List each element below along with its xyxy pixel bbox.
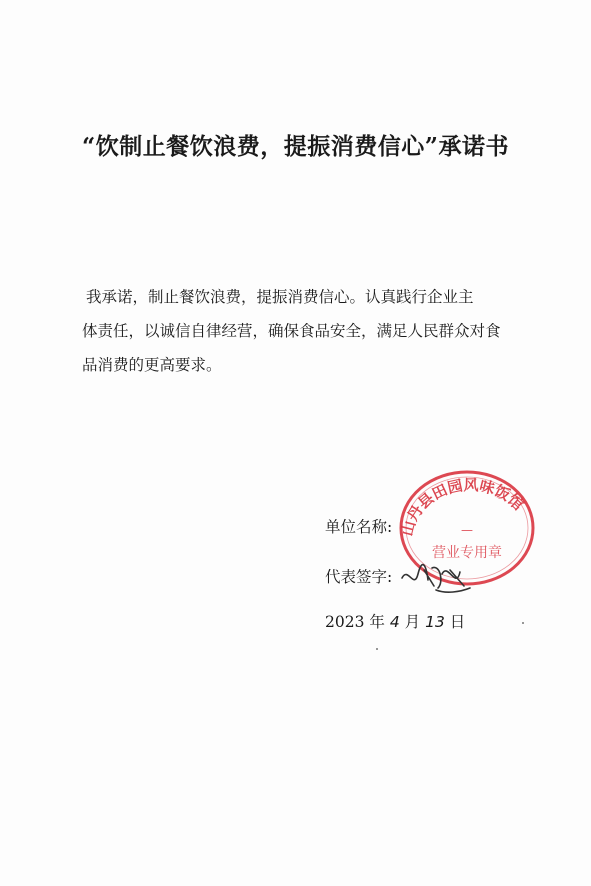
document-title: “饮制止餐饮浪费，提振消费信心”承诺书 [82, 133, 509, 160]
date-month: 4 [389, 613, 400, 631]
signing-date [325, 610, 465, 632]
representative-label: 代表签字: [325, 568, 393, 586]
seal-center-mark: — [461, 523, 473, 537]
pledge-line-2: 体责任，以诚信自律经营，确保食品安全，满足人民群众对食 [82, 322, 501, 340]
date-day: 13 [425, 613, 445, 631]
unit-name-row [325, 515, 392, 537]
pledge-line-1: 我承诺，制止餐饮浪费，提振消费信心。认真践行企业主 [86, 288, 474, 306]
seal-name-text: 山丹县田园风味饭馆 [397, 476, 528, 538]
date-year: 2023 [325, 613, 365, 631]
scan-speck [522, 622, 524, 624]
pledge-line-3: 品消费的更高要求。 [82, 356, 222, 374]
unit-name-label: 单位名称: [325, 518, 393, 536]
date-year-unit: 年 [369, 613, 385, 631]
handwritten-signature [400, 560, 472, 596]
scan-speck [376, 648, 378, 650]
representative-row [325, 565, 392, 587]
date-month-unit: 月 [404, 613, 421, 631]
date-day-unit: 日 [449, 613, 466, 631]
pledge-body [82, 280, 554, 382]
seal-bottom-text: 营业专用章 [432, 545, 502, 561]
